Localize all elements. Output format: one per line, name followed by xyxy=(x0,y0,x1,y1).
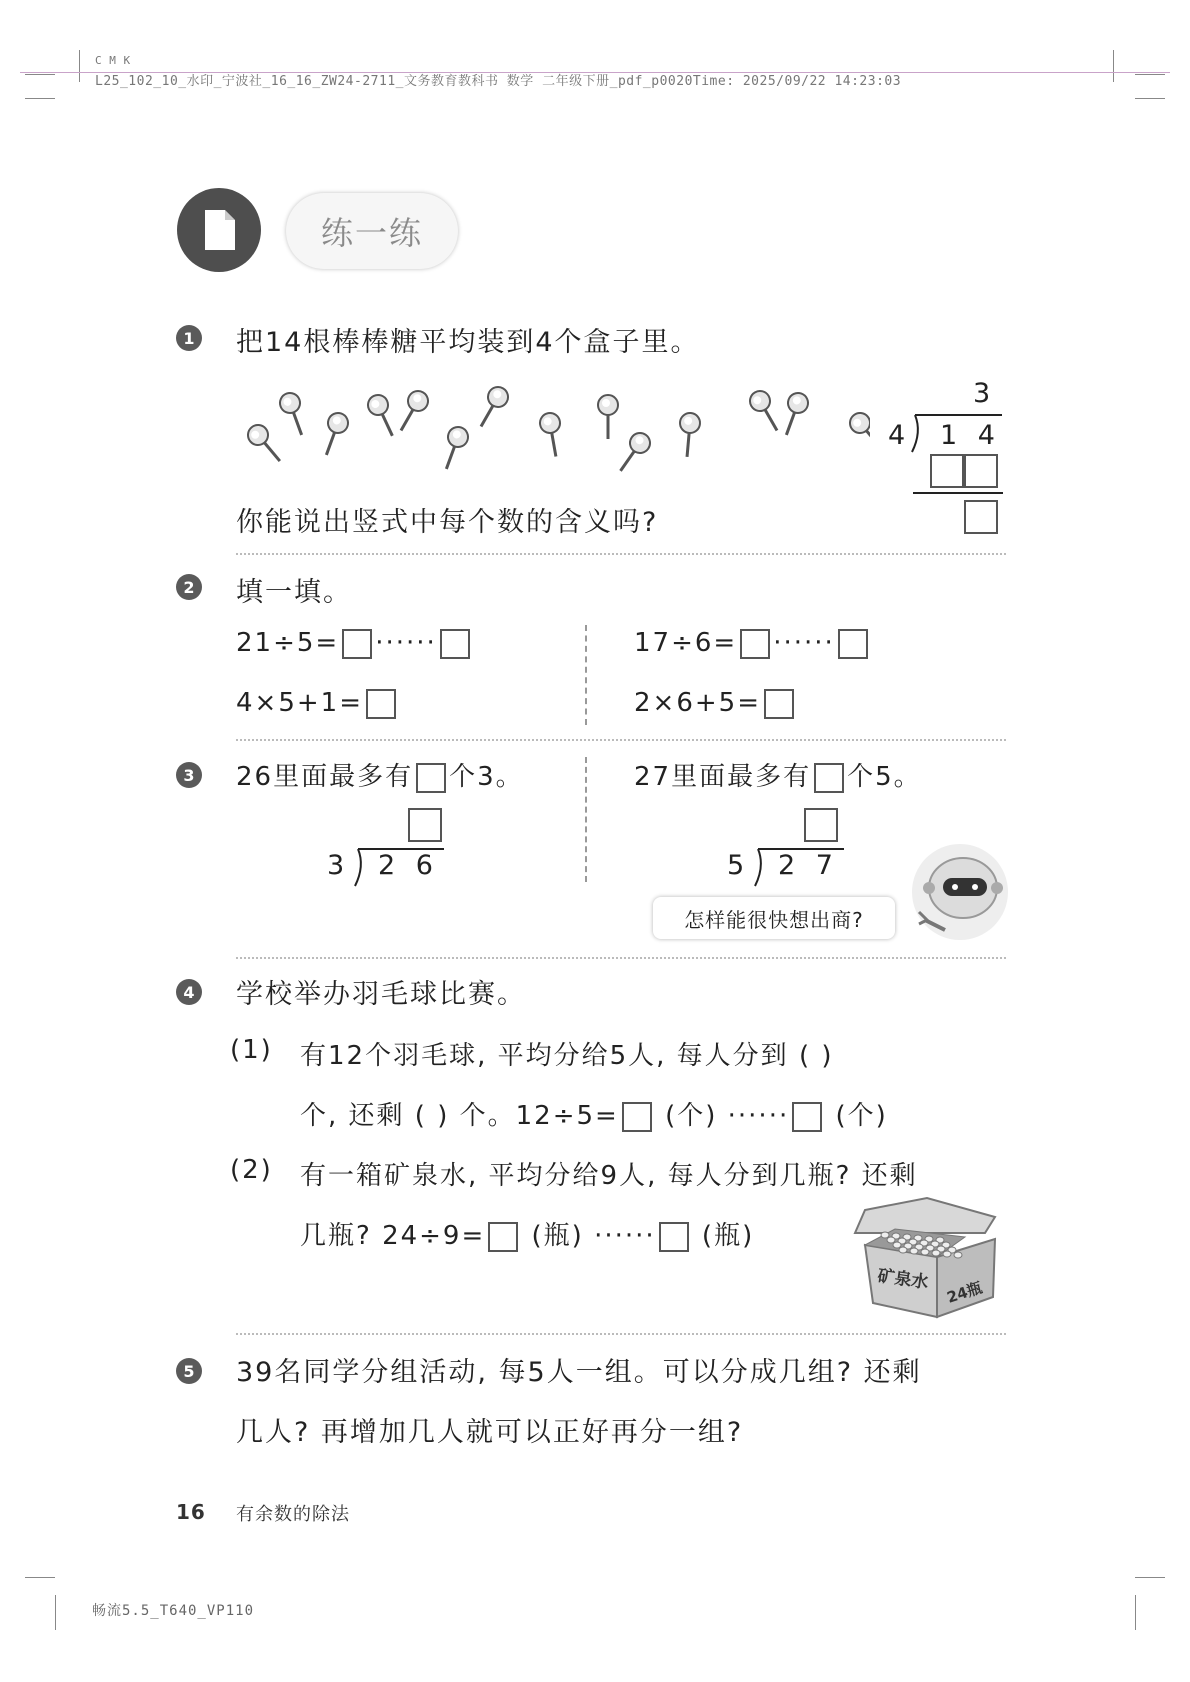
question-text: 有12个羽毛球, 平均分给5人, 每人分到 ( ) xyxy=(300,1041,834,1071)
question-text-part: 27里面最多有 xyxy=(634,762,812,792)
answer-box[interactable] xyxy=(930,454,964,488)
question-text xyxy=(300,1095,888,1132)
bottle-cap xyxy=(893,1242,901,1248)
divider xyxy=(236,1333,1006,1335)
question-text-part: 个3。 xyxy=(449,762,524,792)
question-text: 把14根棒棒糖平均装到4个盒子里。 xyxy=(236,327,700,358)
lollipops-illustration xyxy=(230,375,870,485)
crop-mark xyxy=(55,1595,56,1630)
box-label: 24瓶 xyxy=(944,1278,985,1307)
hint-bubble: 怎样能很快想出商? xyxy=(653,897,895,939)
question-text-part: 个, 还剩 ( ) 个。12÷5= xyxy=(300,1101,619,1131)
box-label: 矿泉水 xyxy=(876,1266,930,1294)
divisor: 5 xyxy=(727,850,745,881)
equation xyxy=(236,688,399,719)
bottle-cap xyxy=(881,1232,889,1238)
answer-box[interactable] xyxy=(740,629,770,659)
bottle-cap xyxy=(943,1251,951,1257)
part-label: (1) xyxy=(230,1035,273,1065)
equation xyxy=(634,688,797,719)
part-label: (2) xyxy=(230,1155,273,1185)
unit-text: (个) xyxy=(825,1101,888,1131)
chapter-title: 有余数的除法 xyxy=(236,1504,350,1525)
question-text-part: 26里面最多有 xyxy=(236,762,414,792)
crop-mark xyxy=(1135,74,1165,75)
divider xyxy=(585,757,587,882)
answer-box[interactable] xyxy=(804,808,838,842)
robot-icon xyxy=(905,840,1010,945)
page-number: 16 xyxy=(176,1500,206,1524)
answer-box[interactable] xyxy=(792,1102,822,1132)
question-text-part: 个5。 xyxy=(847,762,922,792)
question-text-part: 几瓶? 24÷9= xyxy=(300,1221,486,1251)
lollipop-icon xyxy=(777,390,811,438)
lollipop-icon xyxy=(846,409,870,456)
divisor: 3 xyxy=(327,850,345,881)
question-text: 有一箱矿泉水, 平均分给9人, 每人分到几瓶? 还剩 xyxy=(300,1161,918,1191)
question-number: 2 xyxy=(176,574,202,600)
question-number: 1 xyxy=(176,325,202,351)
printer-info: 畅流5.5_T640_VP110 xyxy=(92,1603,255,1619)
question-text: 39名同学分组活动, 每5人一组。可以分成几组? 还剩 xyxy=(236,1357,922,1388)
answer-box[interactable] xyxy=(408,808,442,842)
unit-text: (瓶) xyxy=(691,1221,755,1251)
equation-text: 4×5+1= xyxy=(236,688,363,718)
lollipop-icon xyxy=(677,412,701,458)
ellipsis: ······ xyxy=(773,628,835,658)
question-text xyxy=(236,756,524,793)
dividend: 2 7 xyxy=(778,850,839,881)
question-number: 5 xyxy=(176,1358,202,1384)
dividend: 2 6 xyxy=(378,850,439,881)
unit-text: (个) ······ xyxy=(654,1101,790,1131)
question-number: 4 xyxy=(176,979,202,1005)
divider xyxy=(585,625,587,725)
answer-box[interactable] xyxy=(964,500,998,534)
answer-box[interactable] xyxy=(440,629,470,659)
lollipop-icon xyxy=(612,429,654,477)
question-text: 你能说出竖式中每个数的含义吗? xyxy=(236,507,659,538)
question-text: 填一填。 xyxy=(236,577,352,608)
bottle-cap xyxy=(932,1250,940,1256)
question-text xyxy=(634,756,922,793)
lollipop-icon xyxy=(472,383,511,431)
bottle-cap xyxy=(910,1248,918,1254)
crop-mark xyxy=(1135,1577,1165,1578)
dividend: 1 4 xyxy=(940,420,1001,451)
answer-box[interactable] xyxy=(838,629,868,659)
crop-mark xyxy=(25,1577,55,1578)
bottle-cap xyxy=(887,1237,895,1243)
answer-box[interactable] xyxy=(366,689,396,719)
crop-mark xyxy=(79,50,80,82)
equation-text: 2×6+5= xyxy=(634,688,761,718)
subtraction-line xyxy=(913,492,1003,494)
quotient: 3 xyxy=(973,378,991,409)
document-icon xyxy=(177,188,261,272)
crop-mark xyxy=(1135,1595,1136,1630)
bottle-cap xyxy=(899,1247,907,1253)
divider xyxy=(236,957,1006,959)
water-box-illustration xyxy=(845,1195,1005,1320)
crop-mark xyxy=(1113,50,1114,82)
divider xyxy=(236,739,1006,741)
ellipsis: ······ xyxy=(375,628,437,658)
equation xyxy=(634,628,871,659)
answer-box[interactable] xyxy=(622,1102,652,1132)
equation xyxy=(236,628,473,659)
question-text: 学校举办羽毛球比赛。 xyxy=(236,979,526,1010)
equation-text: 17÷6= xyxy=(634,628,738,658)
unit-text: (瓶) ······ xyxy=(521,1221,656,1251)
equation-text: 21÷5= xyxy=(236,628,340,658)
answer-box[interactable] xyxy=(764,689,794,719)
answer-box[interactable] xyxy=(416,763,446,793)
bottle-cap xyxy=(954,1252,962,1258)
print-metadata: L25_102_10_水印_宁波社_16_16_ZW24-2711_文务教育教科书 数学 二年级下册_pdf_p0020Time: 2025/09/22 14:23:03 xyxy=(95,74,902,89)
lollipop-icon xyxy=(598,395,618,439)
question-number: 3 xyxy=(176,762,202,788)
crop-mark xyxy=(25,74,55,75)
lollipop-icon xyxy=(317,410,351,458)
answer-box[interactable] xyxy=(659,1222,689,1252)
question-text xyxy=(300,1215,754,1252)
crop-mark xyxy=(1135,98,1165,99)
print-color-marks: C M K xyxy=(95,54,131,67)
lollipop-icon xyxy=(437,424,471,472)
section-title: 练一练 xyxy=(286,193,458,269)
answer-box[interactable] xyxy=(814,763,844,793)
bottle-cap xyxy=(921,1249,929,1255)
answer-box[interactable] xyxy=(488,1222,518,1252)
lollipop-icon xyxy=(746,387,785,435)
divisor: 4 xyxy=(888,420,906,451)
lollipop-icon xyxy=(538,411,565,458)
lollipop-icon xyxy=(365,392,402,440)
lollipop-icon xyxy=(392,387,431,435)
answer-box[interactable] xyxy=(342,629,372,659)
lollipop-icon xyxy=(244,421,288,468)
question-text: 几人? 再增加几人就可以正好再分一组? xyxy=(236,1417,744,1448)
lollipop-icon xyxy=(277,390,311,438)
answer-box[interactable] xyxy=(964,454,998,488)
crop-mark xyxy=(25,98,55,99)
divider xyxy=(236,553,1006,555)
